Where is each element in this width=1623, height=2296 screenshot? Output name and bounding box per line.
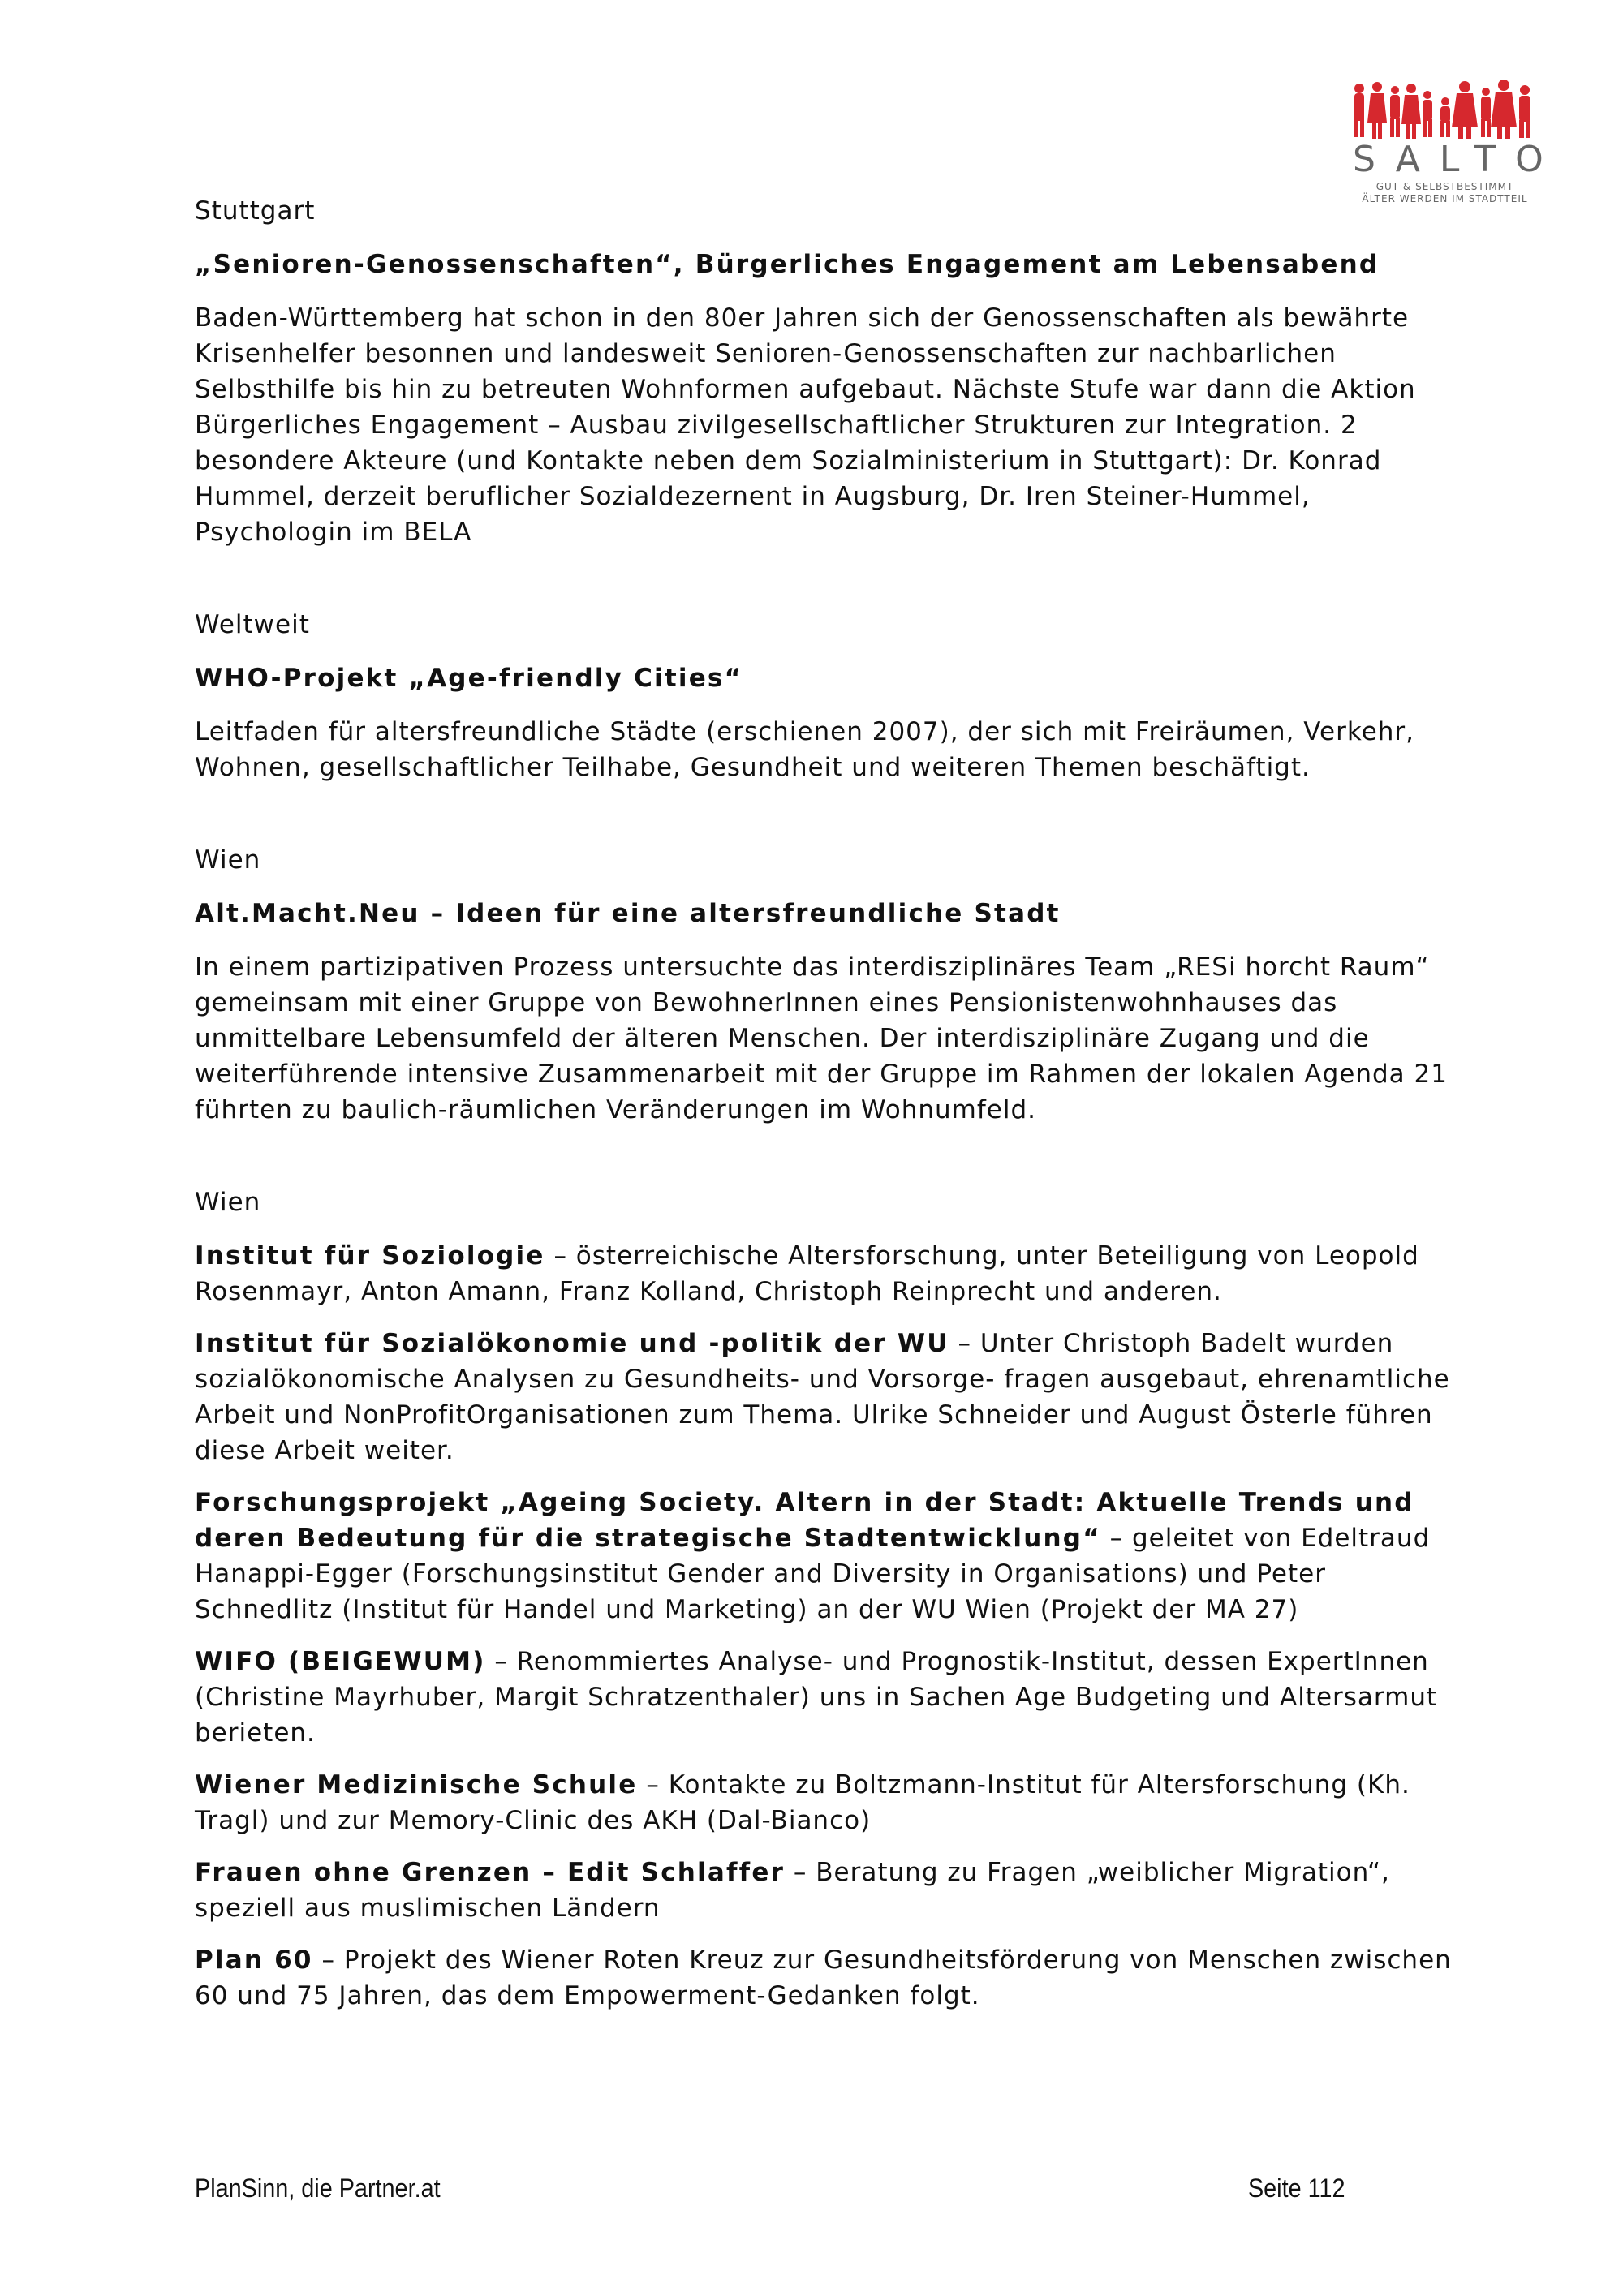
- entry-text: – Renommiertes Analyse- und Prognostik-Institut, dessen ExpertInnen (Christine Mayrhuber, Margit Schratzenthaler) uns in Sachen Age Budgeting und Altersarmut berieten.: [195, 1647, 1438, 1748]
- list-item: [195, 1644, 1461, 1751]
- entry-text: – geleitet von Edeltraud Hanappi-Egger (Forschungsinstitut Gender and Diversity in Organisations) und Peter Schnedlitz (Institut für Handel und Marketing) an der WU Wien (Projekt der MA 27): [195, 1524, 1431, 1624]
- entry-name: Frauen ohne Grenzen – Edit Schlaffer: [195, 1858, 786, 1887]
- section-place: Stuttgart: [195, 196, 316, 226]
- list-item: [195, 1326, 1461, 1468]
- section-title: WHO-Projekt „Age-friendly Cities“: [195, 664, 743, 693]
- entry-name: Forschungsprojekt „Ageing Society. Altern in der Stadt: Aktuelle Trends und deren Bedeutung für die strategische Stadtentwicklung“: [195, 1488, 1414, 1553]
- list-item: [195, 1485, 1461, 1627]
- page-number: Seite 112: [1247, 2173, 1345, 2203]
- salto-logo: [1343, 77, 1563, 207]
- section-wien-altmachtneu: [195, 842, 1461, 1128]
- list-item: [195, 1855, 1461, 1926]
- list-item: [195, 1238, 1461, 1309]
- list-item: [195, 1767, 1461, 1838]
- entry-name: WIFO (BEIGEWUM): [195, 1647, 486, 1676]
- entry-text: – Unter Christoph Badelt wurden sozialökonomische Analysen zu Gesundheits- und Vorsorge- fragen ausgebaut, ehrenamtliche Arbeit und NonProfitOrganisationen zum Thema. Ulrike Schneider und August Österle führen diese Arbeit weiter.: [195, 1329, 1450, 1465]
- entry-text: – Kontakte zu Boltzmann-Institut für Altersforschung (Kh. Tragl) und zur Memory-Clinic des AKH (Dal-Bianco): [195, 1770, 1410, 1835]
- section-text: In einem partizipativen Prozess untersuchte das interdisziplinäres Team „RESi horcht Raum“ gemeinsam mit einer Gruppe von BewohnerInnen eines Pensionistenwohnhauses das unmittelbare Lebensumfeld der älteren Menschen. Der interdisziplinäre Zugang und die weiterführende intensive Zusammenarbeit mit der Gruppe im Rahmen der lokalen Agenda 21 führten zu baulich-räumlichen Veränderungen im Wohnumfeld.: [195, 952, 1448, 1124]
- logo-wordmark: SALTO: [1353, 139, 1563, 180]
- section-place: Wien: [195, 1188, 261, 1217]
- entry-text: – österreichische Altersforschung, unter Beteiligung von Leopold Rosenmayr, Anton Amann, Franz Kolland, Christoph Reinprecht und anderen.: [195, 1241, 1419, 1306]
- entry-name: Institut für Soziologie: [195, 1241, 545, 1271]
- page-footer: [195, 2172, 1345, 2204]
- section-title: „Senioren-Genossenschaften“, Bürgerliches Engagement am Lebensabend: [195, 250, 1380, 279]
- people-silhouettes-icon: [1343, 77, 1538, 142]
- entry-name: Wiener Medizinische Schule: [195, 1770, 638, 1799]
- section-title: Alt.Macht.Neu – Ideen für eine altersfreundliche Stadt: [195, 899, 1061, 928]
- section-weltweit: [195, 607, 1461, 785]
- document-body: [195, 193, 1461, 2070]
- section-stuttgart: [195, 193, 1461, 550]
- section-place: Weltweit: [195, 610, 310, 639]
- section-place: Wien: [195, 845, 261, 875]
- list-item: [195, 1942, 1461, 2014]
- footer-publisher: PlanSinn, die Partner.at: [195, 2173, 441, 2203]
- logo-tagline-line2: ÄLTER WERDEN IM STADTTEIL: [1362, 193, 1528, 204]
- section-text: Leitfaden für altersfreundliche Städte (erschienen 2007), der sich mit Freiräumen, Verkehr, Wohnen, gesellschaftlicher Teilhabe, Gesundheit und weiteren Themen beschäftigt.: [195, 717, 1415, 782]
- entry-text: – Projekt des Wiener Roten Kreuz zur Gesundheitsförderung von Menschen zwischen 60 und 75 Jahren, das dem Empowerment-Gedanken folgt.: [195, 1946, 1452, 2010]
- logo-tagline-line1: GUT & SELBSTBESTIMMT: [1375, 181, 1514, 192]
- section-text: Baden-Württemberg hat schon in den 80er Jahren sich der Genossenschaften als bewährte Krisenhelfer besonnen und landesweit Senioren-Genossenschaften zur nachbarlichen Selbsthilfe bis hin zu betreuten Wohnformen aufgebaut. Nächste Stufe war dann die Aktion Bürgerliches Engagement – Ausbau zivilgesellschaftlicher Strukturen zur Integration. 2 besondere Akteure (und Kontakte neben dem Sozialministerium in Stuttgart): Dr. Konrad Hummel, derzeit beruflicher Sozialdezernent in Augsburg, Dr. Iren Steiner-Hummel, Psychologin im BELA: [195, 303, 1416, 547]
- entry-text: – Beratung zu Fragen „weiblicher Migration“, speziell aus muslimischen Ländern: [195, 1858, 1390, 1923]
- section-wien-institutions: [195, 1185, 1461, 2014]
- entry-name: Plan 60: [195, 1946, 313, 1975]
- entry-name: Institut für Sozialökonomie und -politik der WU: [195, 1329, 949, 1358]
